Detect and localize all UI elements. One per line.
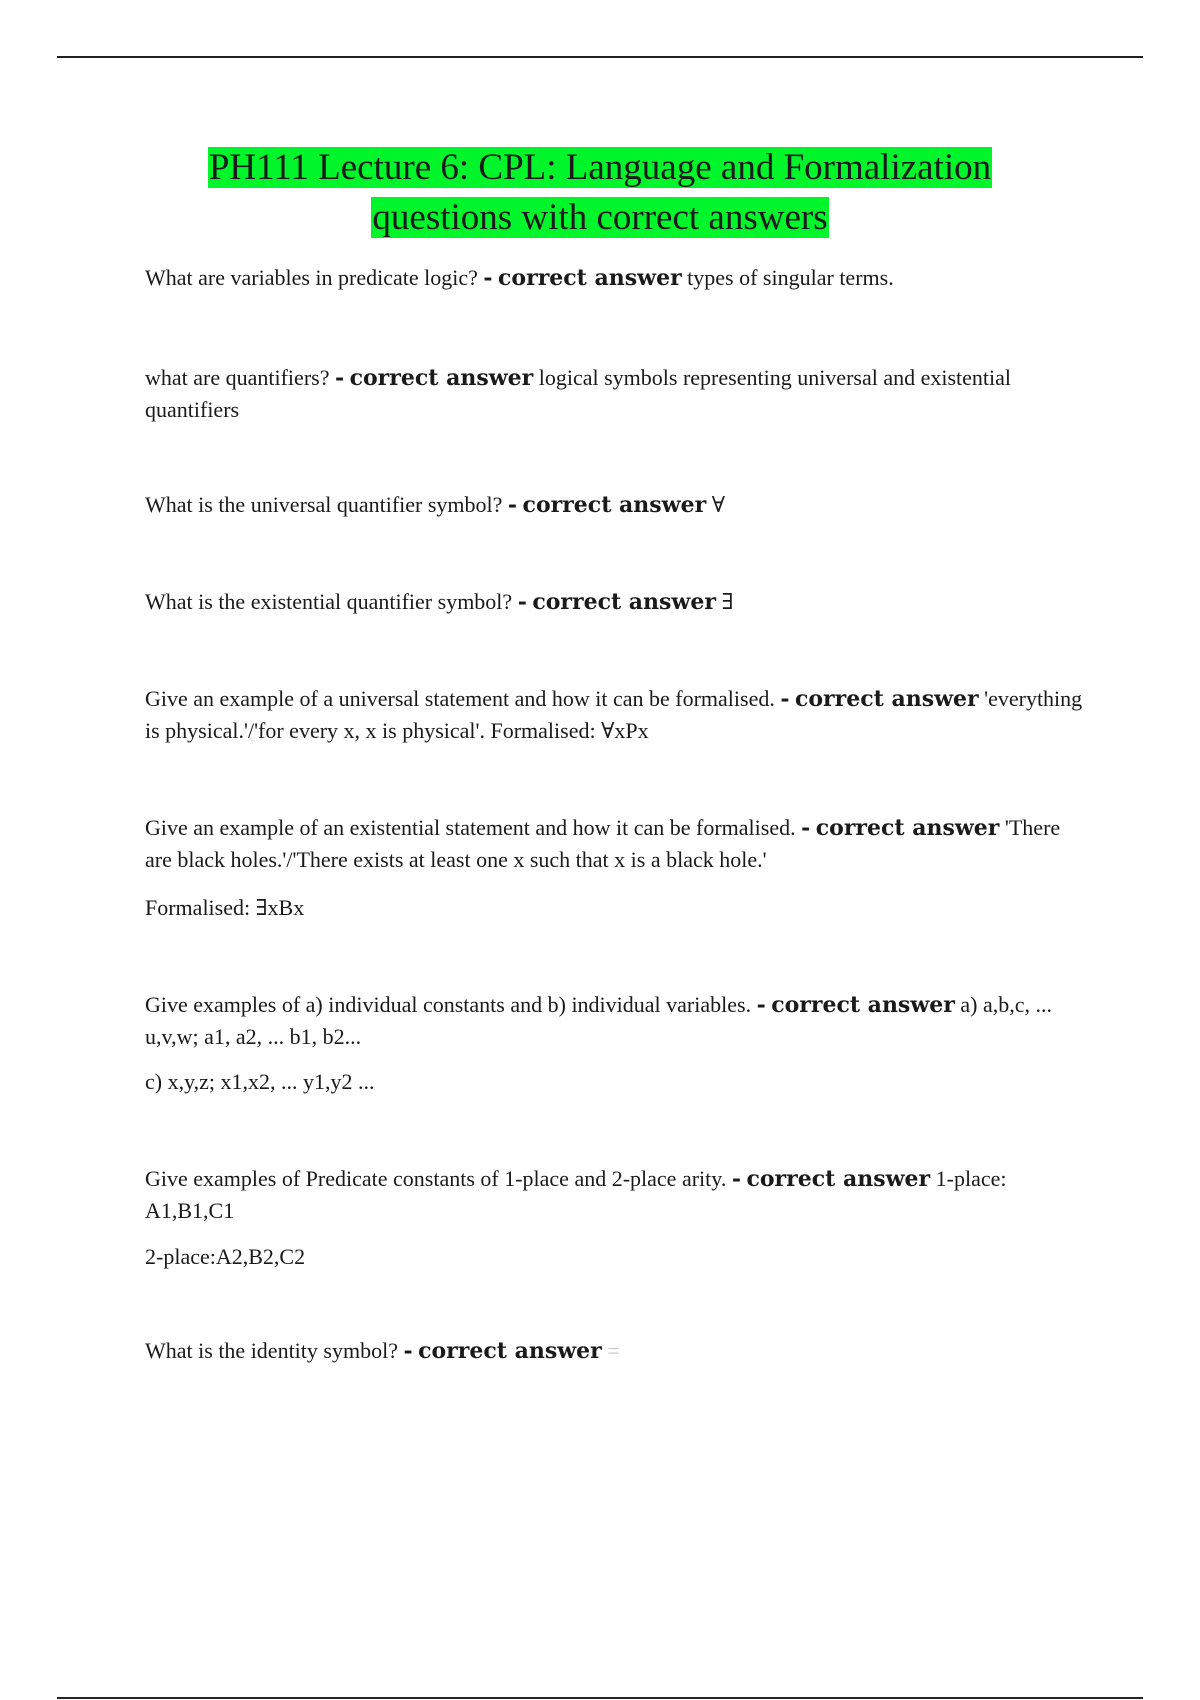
qa-item-3 — [145, 489, 1085, 521]
qa-item-6 — [145, 812, 1085, 876]
answer-label: correct answer — [815, 815, 1000, 841]
qa-item-4 — [145, 586, 1085, 618]
question-text: What is the universal quantifier symbol? — [145, 492, 503, 517]
answer-separator: - — [403, 1338, 413, 1364]
answer-text: 'There are black holes.'/'There exists at least one x such that x is a black hole.' — [145, 815, 1061, 872]
answer-label: correct answer — [418, 1338, 602, 1364]
answer-text: 1-place: A1,B1,C1 — [145, 1166, 1007, 1223]
answer-separator: - — [507, 492, 518, 518]
answer-label: correct answer — [522, 492, 707, 518]
question-text: What is the identity symbol? — [145, 1338, 398, 1363]
question-text: What are variables in predicate logic? — [145, 265, 478, 290]
question-text: Give examples of a) individual constants and b) individual variables. — [145, 992, 752, 1017]
answer-text: types of singular terms. — [687, 265, 894, 290]
qa-item-9 — [145, 1335, 1085, 1367]
qa-extra-line: Formalised: ∃xBx — [145, 895, 305, 920]
question-text: Give an example of an existential statement and how it can be formalised. — [145, 815, 796, 840]
question-text: Give examples of Predicate constants of 1-place and 2-place arity. — [145, 1166, 727, 1191]
answer-separator: - — [517, 589, 527, 615]
qa-item-1 — [145, 262, 1085, 294]
answer-label: correct answer — [349, 365, 534, 391]
answer-separator: - — [756, 992, 766, 1018]
answer-separator: - — [731, 1166, 741, 1192]
question-text: what are quantifiers? — [145, 365, 330, 390]
answer-label: correct answer — [498, 265, 682, 291]
answer-separator: - — [780, 686, 790, 712]
answer-text: ∀ — [711, 492, 725, 517]
qa-extra-line: c) x,y,z; x1,x2, ... y1,y2 ... — [145, 1069, 375, 1094]
document-title — [0, 143, 1200, 243]
answer-label: correct answer — [532, 589, 716, 615]
qa-item-2 — [145, 362, 1085, 426]
answer-separator: - — [801, 815, 811, 841]
top-rule — [57, 56, 1143, 58]
qa-item-5 — [145, 683, 1085, 747]
answer-label: correct answer — [746, 1166, 931, 1192]
qa-item-7 — [145, 989, 1085, 1053]
answer-label: correct answer — [771, 992, 955, 1018]
bottom-rule — [57, 1697, 1143, 1699]
title-line-1: PH111 Lecture 6: CPL: Language and Formalization — [208, 147, 992, 188]
answer-text: = — [607, 1338, 620, 1363]
qa-extra-line: 2-place:A2,B2,C2 — [145, 1244, 306, 1269]
answer-text: ∃ — [721, 589, 734, 614]
question-text: What is the existential quantifier symbol? — [145, 589, 513, 614]
answer-text: a) a,b,c, ... u,v,w; a1, a2, ... b1, b2... — [145, 992, 1052, 1049]
answer-text: logical symbols representing universal and existential quantifiers — [145, 365, 1012, 422]
answer-separator: - — [483, 265, 493, 291]
question-text: Give an example of a universal statement and how it can be formalised. — [145, 686, 775, 711]
qa-item-8 — [145, 1163, 1085, 1227]
title-line-2: questions with correct answers — [372, 197, 828, 238]
answer-label: correct answer — [794, 686, 979, 712]
answer-text: 'everything is physical.'/'for every x, x is physical'. Formalised: ∀xPx — [145, 686, 1083, 743]
answer-separator: - — [334, 365, 345, 391]
